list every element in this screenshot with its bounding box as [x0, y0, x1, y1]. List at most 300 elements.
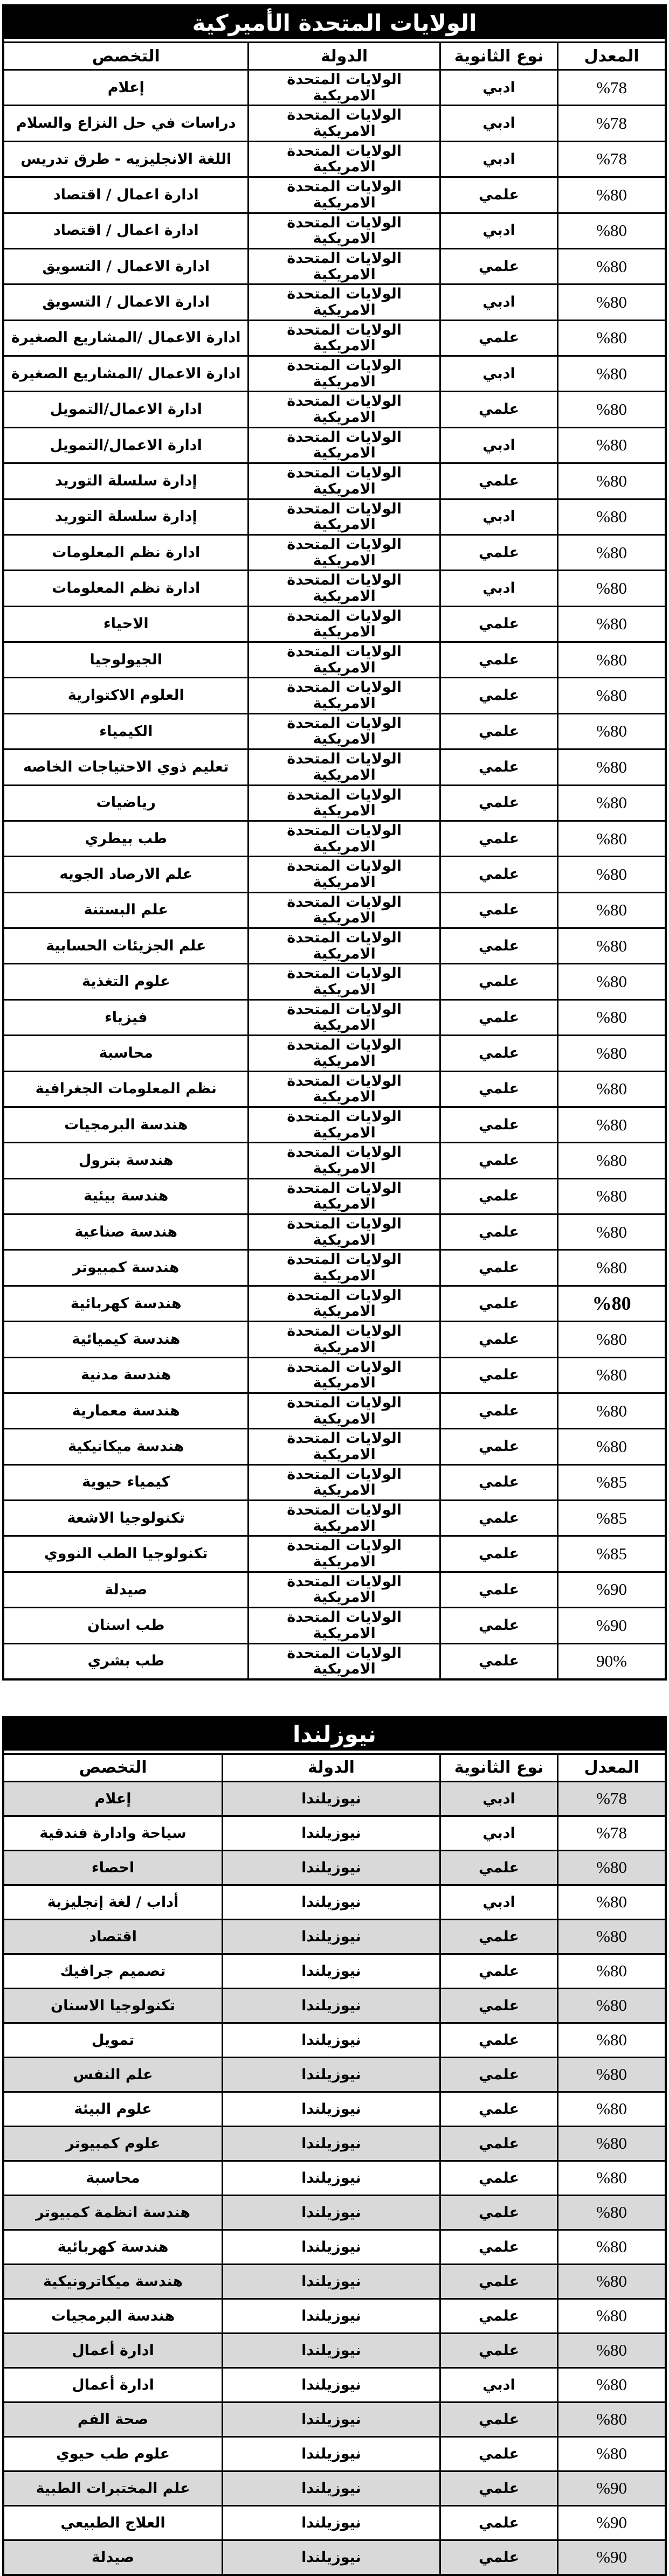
rate-cell: %80	[558, 2265, 665, 2298]
school-type-cell: علمي	[441, 1179, 557, 1213]
country-cell: الولايات المتحدة الامريكية	[249, 71, 439, 105]
table-row	[4, 1466, 665, 1499]
country-cell: الولايات المتحدة الامريكية	[249, 321, 439, 355]
table-row	[4, 1429, 665, 1463]
rate-cell: %80	[558, 1036, 665, 1070]
major-cell: إعلام	[4, 71, 247, 105]
admission-requirements-document	[2, 4, 667, 2576]
table-row	[4, 1608, 665, 1642]
table-row	[4, 1179, 665, 1213]
table-row	[4, 1955, 665, 1988]
major-cell: محاسبة	[4, 1036, 247, 1070]
rate-cell: %80	[558, 1001, 665, 1034]
rate-cell: %80	[558, 428, 665, 462]
major-cell: ادارة الاعمال / التسويق	[4, 249, 247, 283]
major-cell: هندسة كهربائية	[4, 1287, 247, 1321]
rate-cell: %80	[558, 285, 665, 319]
table-row	[4, 1920, 665, 1953]
rate-cell: %80	[558, 786, 665, 820]
rate-cell: %80	[558, 2438, 665, 2470]
table-row	[4, 214, 665, 248]
major-cell: محاسبة	[4, 2162, 222, 2195]
table-row	[4, 2231, 665, 2263]
table-row	[4, 428, 665, 462]
school-type-cell: ادبي	[441, 571, 557, 605]
table-row	[4, 750, 665, 784]
country-cell: نيوزيلندا	[223, 2300, 439, 2332]
country-cell: الولايات المتحدة الامريكية	[249, 929, 439, 963]
major-cell: احصاء	[4, 1851, 222, 1884]
table-row	[4, 1851, 665, 1884]
major-cell: صيدلة	[4, 2541, 222, 2574]
country-cell: نيوزيلندا	[223, 2472, 439, 2505]
school-type-cell: علمي	[441, 1573, 557, 1607]
table-row	[4, 1782, 665, 1815]
country-cell: الولايات المتحدة الامريكية	[249, 893, 439, 927]
new-zealand-table-title: نيوزلندا	[4, 1718, 665, 1753]
school-type-cell: ادبي	[441, 1817, 557, 1850]
table-row	[4, 2506, 665, 2539]
school-type-cell: علمي	[441, 643, 557, 677]
school-type-cell: علمي	[441, 1920, 557, 1953]
usa-header-row	[4, 43, 665, 69]
table-row	[4, 2093, 665, 2126]
country-cell: نيوزيلندا	[223, 2162, 439, 2195]
table-row	[4, 2369, 665, 2401]
major-cell: تكنولوجيا الاشعة	[4, 1501, 247, 1535]
table-row	[4, 1108, 665, 1142]
col-header-country: الدولة	[223, 1755, 439, 1781]
country-cell: نيوزيلندا	[223, 1851, 439, 1884]
rate-cell: %85	[558, 1537, 665, 1571]
table-row	[4, 2334, 665, 2367]
table-row	[4, 2300, 665, 2332]
rate-cell: %80	[558, 1394, 665, 1428]
usa-table-rows	[4, 71, 665, 1678]
country-cell: نيوزيلندا	[223, 1989, 439, 2022]
col-header-school-type: نوع الثانوية	[441, 1755, 557, 1781]
major-cell: طب اسنان	[4, 1608, 247, 1642]
table-row	[4, 1287, 665, 1321]
table-row	[4, 893, 665, 927]
rate-cell: %80	[558, 1251, 665, 1284]
school-type-cell: ادبي	[441, 1886, 557, 1919]
rate-cell: %80	[558, 2403, 665, 2436]
rate-cell: %80	[558, 929, 665, 963]
school-type-cell: علمي	[441, 1215, 557, 1249]
rate-cell: %80	[558, 2093, 665, 2126]
country-cell: الولايات المتحدة الامريكية	[249, 357, 439, 391]
country-cell: الولايات المتحدة الامريكية	[249, 464, 439, 498]
major-cell: علوم البيئة	[4, 2093, 222, 2126]
major-cell: إدارة سلسلة التوريد	[4, 500, 247, 534]
school-type-cell: ادبي	[441, 357, 557, 391]
col-header-rate: المعدل	[558, 43, 665, 69]
rate-cell: %80	[558, 2231, 665, 2263]
rate-cell: %80	[558, 2127, 665, 2160]
country-cell: نيوزيلندا	[223, 2369, 439, 2401]
rate-cell: %80	[558, 500, 665, 534]
major-cell: هندسة البرمجيات	[4, 1108, 247, 1142]
country-cell: الولايات المتحدة الامريكية	[249, 1001, 439, 1034]
country-cell: نيوزيلندا	[223, 2231, 439, 2263]
rate-cell: %80	[558, 178, 665, 212]
school-type-cell: علمي	[441, 822, 557, 856]
school-type-cell: ادبي	[441, 71, 557, 105]
school-type-cell: ادبي	[441, 428, 557, 462]
rate-cell: %90	[558, 2472, 665, 2505]
rate-cell: %80	[558, 2024, 665, 2057]
country-cell: الولايات المتحدة الامريكية	[249, 214, 439, 248]
major-cell: ادارة الاعمال /المشاريع الصغيرة	[4, 321, 247, 355]
table-row	[4, 392, 665, 426]
major-cell: علم الارصاد الجويه	[4, 857, 247, 891]
country-cell: الولايات المتحدة الامريكية	[249, 142, 439, 176]
rate-cell: %80	[558, 2196, 665, 2229]
school-type-cell: علمي	[441, 2438, 557, 2470]
table-row	[4, 1501, 665, 1535]
rate-cell: %80	[558, 2300, 665, 2332]
country-cell: الولايات المتحدة الامريكية	[249, 1358, 439, 1392]
country-cell: الولايات المتحدة الامريكية	[249, 857, 439, 891]
table-row	[4, 607, 665, 641]
major-cell: علم المختبرات الطبية	[4, 2472, 222, 2505]
country-cell: الولايات المتحدة الامريكية	[249, 1394, 439, 1428]
country-cell: نيوزيلندا	[223, 2024, 439, 2057]
school-type-cell: علمي	[441, 2024, 557, 2057]
major-cell: صيدلة	[4, 1573, 247, 1607]
school-type-cell: علمي	[441, 2196, 557, 2229]
rate-cell: %80	[558, 1108, 665, 1142]
country-cell: الولايات المتحدة الامريكية	[249, 571, 439, 605]
school-type-cell: علمي	[441, 392, 557, 426]
school-type-cell: ادبي	[441, 500, 557, 534]
school-type-cell: علمي	[441, 1072, 557, 1106]
col-header-rate: المعدل	[558, 1755, 665, 1781]
rate-cell: %80	[558, 893, 665, 927]
major-cell: هندسة معمارية	[4, 1394, 247, 1428]
rate-cell: %90	[558, 1573, 665, 1607]
rate-cell: %80	[558, 857, 665, 891]
country-cell: نيوزيلندا	[223, 2506, 439, 2539]
table-row	[4, 1322, 665, 1356]
major-cell: تكنولوجيا الطب النووي	[4, 1537, 247, 1571]
major-cell: ادارة الاعمال/التمويل	[4, 428, 247, 462]
col-header-major: التخصص	[4, 43, 247, 69]
table-row	[4, 1573, 665, 1607]
school-type-cell: علمي	[441, 1429, 557, 1463]
major-cell: طب بيطري	[4, 822, 247, 856]
school-type-cell: علمي	[441, 1501, 557, 1535]
country-cell: نيوزيلندا	[223, 2541, 439, 2574]
major-cell: تصميم جرافيك	[4, 1955, 222, 1988]
school-type-cell: علمي	[441, 1644, 557, 1678]
table-row	[4, 1001, 665, 1034]
rate-cell: %80	[558, 536, 665, 570]
country-cell: الولايات المتحدة الامريكية	[249, 249, 439, 283]
school-type-cell: علمي	[441, 1608, 557, 1642]
major-cell: هندسة كهربائية	[4, 2231, 222, 2263]
country-cell: الولايات المتحدة الامريكية	[249, 1179, 439, 1213]
school-type-cell: علمي	[441, 929, 557, 963]
school-type-cell: علمي	[441, 1143, 557, 1177]
major-cell: ادارة نظم المعلومات	[4, 536, 247, 570]
table-row	[4, 285, 665, 319]
country-cell: نيوزيلندا	[223, 2265, 439, 2298]
table-row	[4, 178, 665, 212]
table-row	[4, 1886, 665, 1919]
school-type-cell: ادبي	[441, 142, 557, 176]
major-cell: إدارة سلسلة التوريد	[4, 464, 247, 498]
table-row	[4, 142, 665, 176]
country-cell: الولايات المتحدة الامريكية	[249, 1143, 439, 1177]
table-row	[4, 1358, 665, 1392]
major-cell: ادارة الاعمال/التمويل	[4, 392, 247, 426]
major-cell: صحة الفم	[4, 2403, 222, 2436]
country-cell: الولايات المتحدة الامريكية	[249, 607, 439, 641]
school-type-cell: ادبي	[441, 1782, 557, 1815]
rate-cell: %80	[558, 964, 665, 998]
school-type-cell: علمي	[441, 857, 557, 891]
major-cell: كيمياء حيوية	[4, 1466, 247, 1499]
rate-cell: %80	[558, 750, 665, 784]
major-cell: تعليم ذوي الاحتياجات الخاصه	[4, 750, 247, 784]
rate-cell: %90	[558, 2506, 665, 2539]
table-row	[4, 321, 665, 355]
country-cell: نيوزيلندا	[223, 2093, 439, 2126]
table-row	[4, 2403, 665, 2436]
major-cell: سياحة وادارة فندقية	[4, 1817, 222, 1850]
school-type-cell: ادبي	[441, 106, 557, 140]
rate-cell: %80	[558, 2334, 665, 2367]
rate-cell: %80	[558, 1179, 665, 1213]
school-type-cell: علمي	[441, 750, 557, 784]
table-row	[4, 2196, 665, 2229]
country-cell: الولايات المتحدة الامريكية	[249, 536, 439, 570]
school-type-cell: علمي	[441, 1989, 557, 2022]
major-cell: هندسة بيئية	[4, 1179, 247, 1213]
rate-cell: %80	[558, 464, 665, 498]
school-type-cell: علمي	[441, 2265, 557, 2298]
table-row	[4, 643, 665, 677]
school-type-cell: علمي	[441, 1036, 557, 1070]
table-row	[4, 1036, 665, 1070]
country-cell: نيوزيلندا	[223, 2334, 439, 2367]
rate-cell: %78	[558, 106, 665, 140]
rate-cell: %78	[558, 1782, 665, 1815]
school-type-cell: علمي	[441, 1251, 557, 1284]
major-cell: فيزياء	[4, 1001, 247, 1034]
country-cell: الولايات المتحدة الامريكية	[249, 1608, 439, 1642]
major-cell: هندسة كيميائية	[4, 1322, 247, 1356]
country-cell: نيوزيلندا	[223, 2403, 439, 2436]
rate-cell: 90%	[558, 1644, 665, 1678]
school-type-cell: علمي	[441, 2300, 557, 2332]
school-type-cell: علمي	[441, 1851, 557, 1884]
table-row	[4, 2438, 665, 2470]
country-cell: نيوزيلندا	[223, 1817, 439, 1850]
table-row	[4, 1215, 665, 1249]
table-row	[4, 678, 665, 712]
country-cell: الولايات المتحدة الامريكية	[249, 1501, 439, 1535]
table-row	[4, 2265, 665, 2298]
rate-cell: %90	[558, 2541, 665, 2574]
table-row	[4, 357, 665, 391]
rate-cell: %80	[558, 571, 665, 605]
school-type-cell: علمي	[441, 964, 557, 998]
country-cell: الولايات المتحدة الامريكية	[249, 964, 439, 998]
country-cell: الولايات المتحدة الامريكية	[249, 786, 439, 820]
rate-cell: %78	[558, 1817, 665, 1850]
rate-cell: %80	[558, 321, 665, 355]
table-row	[4, 1644, 665, 1678]
table-row	[4, 1143, 665, 1177]
major-cell: هندسة البرمجيات	[4, 2300, 222, 2332]
rate-cell: %80	[558, 643, 665, 677]
school-type-cell: علمي	[441, 1466, 557, 1499]
col-header-school-type: نوع الثانوية	[441, 43, 557, 69]
major-cell: هندسة ميكاترونيكية	[4, 2265, 222, 2298]
rate-cell: %80	[558, 1429, 665, 1463]
major-cell: ادارة الاعمال / التسويق	[4, 285, 247, 319]
rate-cell: %85	[558, 1501, 665, 1535]
table-row	[4, 964, 665, 998]
school-type-cell: علمي	[441, 678, 557, 712]
major-cell: هندسة صناعية	[4, 1215, 247, 1249]
school-type-cell: علمي	[441, 2403, 557, 2436]
school-type-cell: ادبي	[441, 2369, 557, 2401]
country-cell: نيوزيلندا	[223, 1886, 439, 1919]
school-type-cell: علمي	[441, 536, 557, 570]
major-cell: هندسة كمبيوتر	[4, 1251, 247, 1284]
major-cell: تكنولوجيا الاسنان	[4, 1989, 222, 2022]
major-cell: اقتصاد	[4, 1920, 222, 1953]
table-row	[4, 571, 665, 605]
rate-cell: %80	[558, 1287, 665, 1321]
school-type-cell: علمي	[441, 2093, 557, 2126]
table-row	[4, 2472, 665, 2505]
table-row	[4, 1989, 665, 2022]
school-type-cell: علمي	[441, 249, 557, 283]
school-type-cell: علمي	[441, 1537, 557, 1571]
major-cell: علم البستنة	[4, 893, 247, 927]
school-type-cell: علمي	[441, 2472, 557, 2505]
school-type-cell: علمي	[441, 1358, 557, 1392]
rate-cell: %80	[558, 1143, 665, 1177]
country-cell: نيوزيلندا	[223, 1782, 439, 1815]
table-row	[4, 2541, 665, 2574]
major-cell: الاحياء	[4, 607, 247, 641]
table-row	[4, 2127, 665, 2160]
school-type-cell: علمي	[441, 2162, 557, 2195]
rate-cell: %80	[558, 214, 665, 248]
school-type-cell: علمي	[441, 2058, 557, 2091]
country-cell: الولايات المتحدة الامريكية	[249, 392, 439, 426]
major-cell: الكيمياء	[4, 714, 247, 748]
major-cell: أداب / لغة إنجليزية	[4, 1886, 222, 1919]
rate-cell: %80	[558, 249, 665, 283]
school-type-cell: ادبي	[441, 214, 557, 248]
new-zealand-header-row	[4, 1755, 665, 1781]
rate-cell: %80	[558, 678, 665, 712]
school-type-cell: علمي	[441, 893, 557, 927]
major-cell: ادارة اعمال / اقتصاد	[4, 214, 247, 248]
major-cell: علم الجزيئات الحسابية	[4, 929, 247, 963]
table-row	[4, 249, 665, 283]
country-cell: الولايات المتحدة الامريكية	[249, 643, 439, 677]
rate-cell: %80	[558, 1072, 665, 1106]
major-cell: ادارة الاعمال /المشاريع الصغيرة	[4, 357, 247, 391]
country-cell: الولايات المتحدة الامريكية	[249, 285, 439, 319]
country-cell: الولايات المتحدة الامريكية	[249, 1108, 439, 1142]
new-zealand-table-rows	[4, 1782, 665, 2574]
school-type-cell: علمي	[441, 2506, 557, 2539]
school-type-cell: علمي	[441, 1108, 557, 1142]
table-row	[4, 500, 665, 534]
table-row	[4, 2162, 665, 2195]
rate-cell: %80	[558, 1358, 665, 1392]
country-cell: نيوزيلندا	[223, 2438, 439, 2470]
table-row	[4, 2024, 665, 2057]
country-cell: الولايات المتحدة الامريكية	[249, 714, 439, 748]
table-row	[4, 1251, 665, 1284]
country-cell: الولايات المتحدة الامريكية	[249, 1036, 439, 1070]
major-cell: ادارة أعمال	[4, 2334, 222, 2367]
table-row	[4, 464, 665, 498]
major-cell: اللغة الانجليزيه - طرق تدريس	[4, 142, 247, 176]
major-cell: هندسة ميكانيكية	[4, 1429, 247, 1463]
rate-cell: %80	[558, 714, 665, 748]
country-cell: نيوزيلندا	[223, 2127, 439, 2160]
country-cell: الولايات المتحدة الامريكية	[249, 1072, 439, 1106]
country-cell: الولايات المتحدة الامريكية	[249, 1644, 439, 1678]
rate-cell: %80	[558, 1215, 665, 1249]
col-header-country: الدولة	[249, 43, 439, 69]
school-type-cell: علمي	[441, 1287, 557, 1321]
country-cell: الولايات المتحدة الامريكية	[249, 750, 439, 784]
major-cell: علوم كمبيوتر	[4, 2127, 222, 2160]
major-cell: هندسة انظمة كمبيوتر	[4, 2196, 222, 2229]
school-type-cell: علمي	[441, 607, 557, 641]
country-cell: الولايات المتحدة الامريكية	[249, 428, 439, 462]
country-cell: نيوزيلندا	[223, 1920, 439, 1953]
table-row	[4, 106, 665, 140]
rate-cell: %80	[558, 1989, 665, 2022]
country-cell: الولايات المتحدة الامريكية	[249, 1251, 439, 1284]
rate-cell: %90	[558, 1608, 665, 1642]
rate-cell: %80	[558, 607, 665, 641]
school-type-cell: علمي	[441, 321, 557, 355]
country-cell: الولايات المتحدة الامريكية	[249, 106, 439, 140]
table-row	[4, 1537, 665, 1571]
rate-cell: %78	[558, 71, 665, 105]
major-cell: طب بشري	[4, 1644, 247, 1678]
country-cell: الولايات المتحدة الامريكية	[249, 500, 439, 534]
major-cell: علم النفس	[4, 2058, 222, 2091]
major-cell: دراسات في حل النزاع والسلام	[4, 106, 247, 140]
rate-cell: %80	[558, 2058, 665, 2091]
school-type-cell: علمي	[441, 2127, 557, 2160]
major-cell: العلاج الطبيعي	[4, 2506, 222, 2539]
country-cell: الولايات المتحدة الامريكية	[249, 822, 439, 856]
table-row	[4, 71, 665, 105]
rate-cell: %80	[558, 2162, 665, 2195]
rate-cell: %85	[558, 1466, 665, 1499]
major-cell: العلوم الاكتوارية	[4, 678, 247, 712]
rate-cell: %80	[558, 1851, 665, 1884]
major-cell: علوم طب حيوي	[4, 2438, 222, 2470]
rate-cell: %80	[558, 1955, 665, 1988]
